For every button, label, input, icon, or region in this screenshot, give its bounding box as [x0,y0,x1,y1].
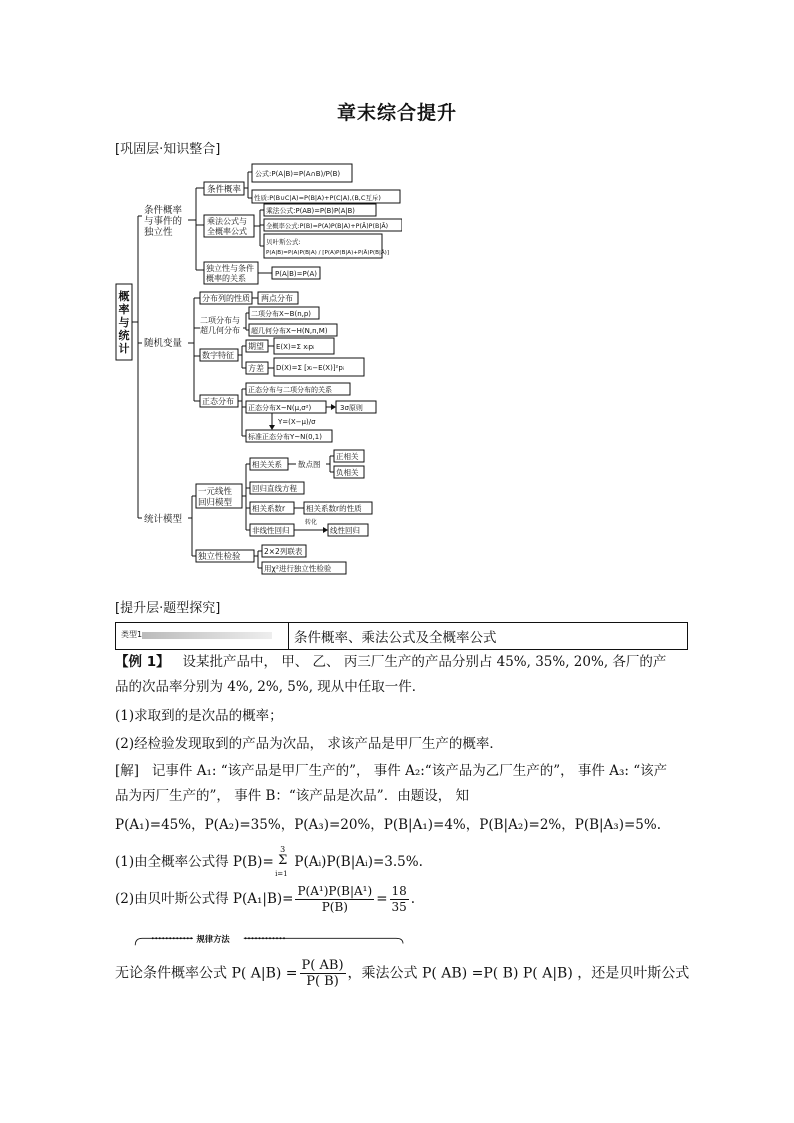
node-scatter: 散点图 [298,460,321,469]
example-statement [115,652,695,697]
formula-mult: 乘法公式:P(AB)=P(B)P(A|B) [266,207,355,215]
node-normal-binomial: 正态分布与二项分布的关系 [248,386,332,394]
node-hypergeometric: 超几何分布X~H(N,n,M) [251,327,328,335]
node-negative-corr: 负相关 [336,468,359,477]
node-independence-test: 独立性检验 [198,552,241,562]
formula-independence: P(A|B)=P(A) [275,270,317,278]
solution-answer-1: (1)由全概率公式得 P(B)= 3 Σ i=1 P(Aᵢ)P(B|Aᵢ)=3.5%. [115,842,695,876]
label-transform: 转化 [305,519,318,526]
solution-line2: 品为丙厂生产的”， 事件 B：“该产品是次品”．由题设， 知 [115,788,469,804]
node-normal: 正态分布 [202,397,234,406]
node-positive-corr: 正相关 [336,452,359,461]
formula-variance: D(X)=Σ [xᵢ−E(X)]²pᵢ [276,364,345,372]
formula-bayes-label: 贝叶斯公式: [266,238,301,246]
node-linear-reg: 线性回归 [330,526,360,535]
method-text: 无论条件概率公式 P( A|B) = $\frac{P( AB)}{P( B)}$ ，乘法公式 P( AB) =P( B) P( A|B) ，还是贝叶斯公式 [115,958,690,989]
node-expectation: 期望 [248,342,264,351]
topic-tag [116,623,289,649]
node-numeric-features: 数字特征 [202,351,234,360]
solution [115,761,695,806]
node-chi-square: 用χ²进行独立性检验 [264,564,332,573]
node-dist-prop: 分布列的性质 [202,294,250,303]
branch-conditional: 条件概率与事件的独立性 [144,205,183,238]
topic-tag-text: 类型1 [121,630,143,639]
example-label: 【例 1】 [115,654,170,670]
node-mult-total: 乘法公式与全概率公式 [207,217,247,236]
example-line1: 设某批产品中， 甲、 乙、 丙三厂生产的产品分别占 45%, 35%, 20%, 各厂的产 [182,654,667,670]
node-linear-model: 一元线性回归模型 [198,487,233,508]
topic-title: 条件概率、乘法公式及全概率公式 [294,630,497,646]
method-label: 规律方法 [196,933,230,944]
question-1: (1)求取到的是次品的概率； [115,708,283,724]
node-binomial: 二项分布X~B(n,p) [251,310,312,318]
solution-given-values: P(A₁)=45%，P(A₂)=35%，P(A₃)=20%，P(B|A₁)=4%，P(B|A₂)=2%，P(B|A₃)=5%. [115,817,662,833]
topic-header [115,622,688,650]
example-line2: 品的次品率分别为 4%, 2%, 5%, 现从中任取一件． [115,679,426,695]
formula-cond-prop: 性质:P(B∪C|A)=P(B|A)+P(C|A),(B,C互斥) [254,194,381,202]
solution-answer-2: (2)由贝叶斯公式得 P(A₁|B)= $\frac{\text{P(A¹)P(B|A¹)}}{P(B)}$ = $\frac{18}{35}$ . [115,884,416,914]
node-independence: 独立性与条件概率的关系 [206,264,254,283]
branch-random-variable: 随机变量 [144,338,183,349]
result-fraction: $\frac{18}{35}$ [391,884,407,914]
formula-bayes: P(A|B)=P(A)P(B|A) / [P(A)P(B|A)+P(Ā)P(B|Ā)] [266,250,390,256]
formula-total: 全概率公式:P(B)=P(A)P(B|A)+P(Ā)P(B|Ā) [266,223,389,230]
sum-symbol: 3 Σ i=1 [275,845,288,878]
node-variance: 方差 [248,364,264,373]
solution-line1: 记事件 A₁: “该产品是甲厂生产的”， 事件 A₂:“该产品为乙厂生产的”， 事件 A₃: “该产 [151,763,668,779]
question-2: (2)经检验发现取到的产品为次品， 求该产品是甲厂生产的概率． [115,736,503,752]
page-title: 章末综合提升 [336,102,457,124]
section-label-consolidate: [巩固层·知识整合] [115,142,221,157]
bayes-fraction: $\frac{\text{P(A¹)P(B|A¹)}}{P(B)}$ [297,884,373,914]
node-conditional-prob: 条件概率 [207,185,242,195]
node-corr-coef-prop: 相关系数r的性质 [306,504,362,513]
node-corr-coef: 相关系数r [252,504,286,513]
node-std-normal: 标准正态分布Y~N(0,1) [248,433,322,441]
node-binomial-hyper: 二项分布与超几何分布 [200,316,240,335]
node-correlation: 相关关系 [252,460,282,469]
section-label-explore: [提升层·题型探究] [115,601,221,616]
method-divider [115,933,425,947]
solution-label: [解] [115,763,140,779]
formula-cond-def: 公式:P(A|B)=P(A∩B)/P(B) [255,170,341,178]
node-nonlinear: 非线性回归 [252,526,290,535]
node-two-point: 两点分布 [261,294,293,303]
node-3sigma: 3σ原则 [340,404,363,412]
mindmap-root-text: 概率与统计 [118,290,130,355]
cond-prob-fraction: $\frac{P( AB)}{P( B)}$ [301,958,344,989]
topic-tag-bar [142,632,272,639]
knowledge-mindmap [112,158,402,578]
branch-statistics: 统计模型 [144,514,183,525]
node-regression-line: 回归直线方程 [252,484,297,493]
formula-standardize: Y=(X−μ)/σ [278,418,316,426]
node-normal-dist: 正态分布X~N(μ,σ²) [248,404,312,412]
formula-expectation: E(X)=Σ xᵢpᵢ [276,343,315,351]
node-contingency: 2×2列联表 [264,547,303,556]
